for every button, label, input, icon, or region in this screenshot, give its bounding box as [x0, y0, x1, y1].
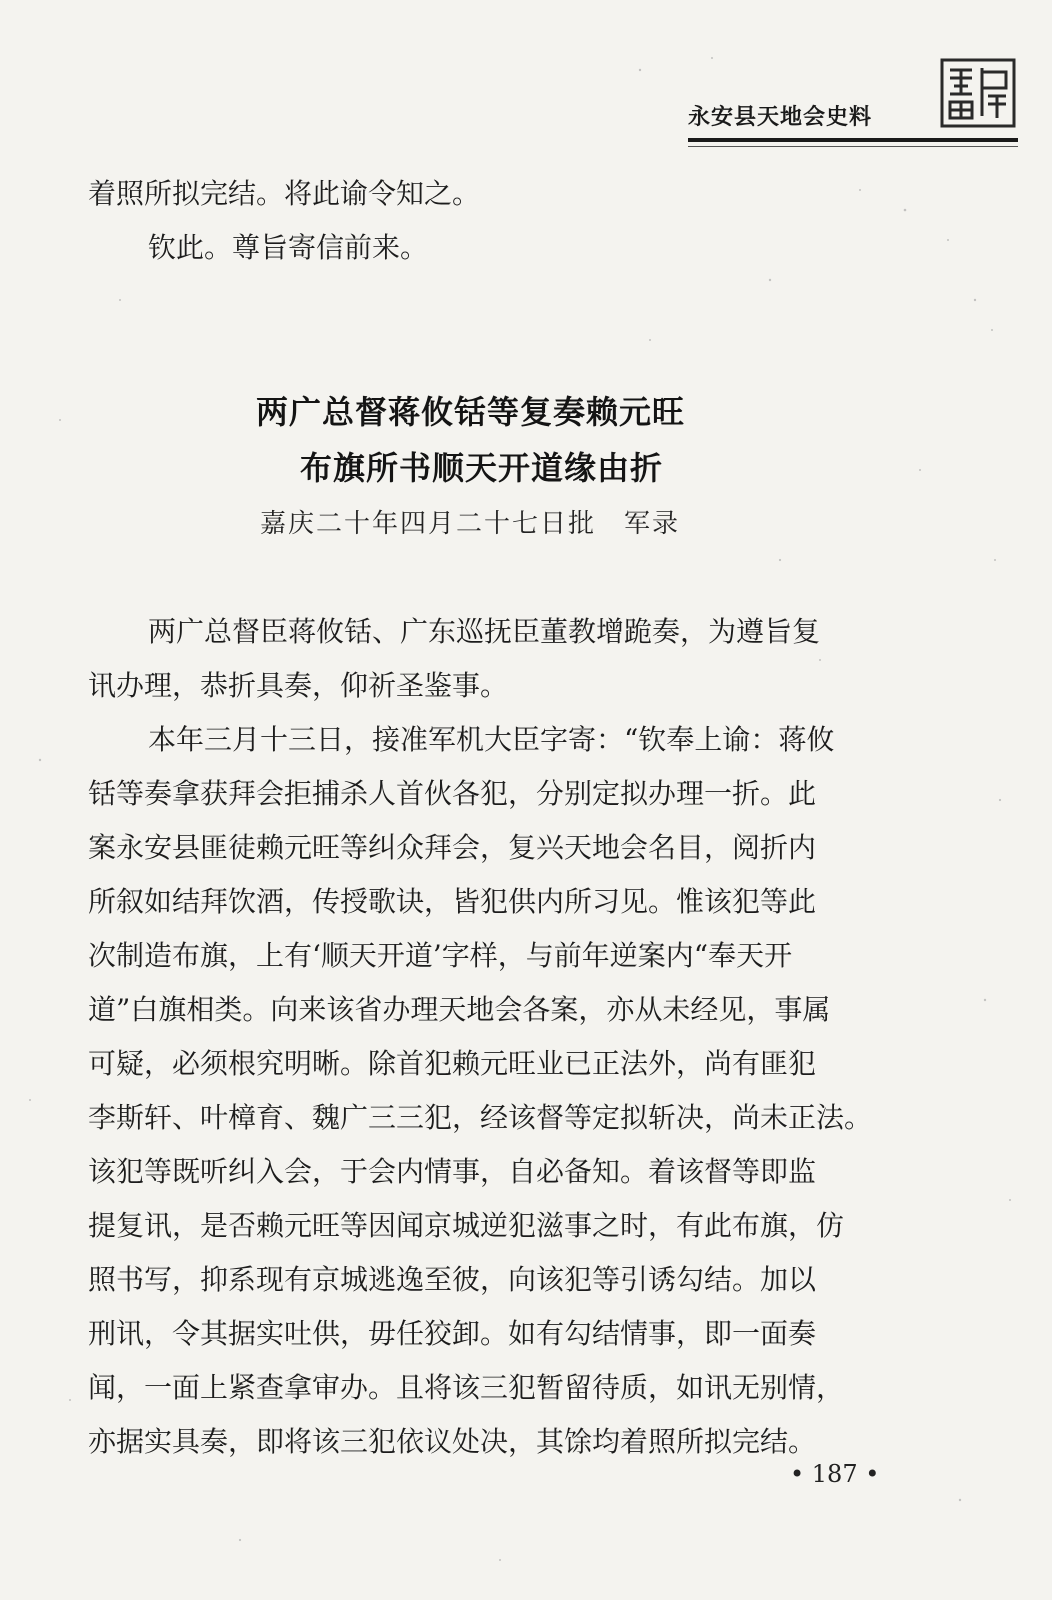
document-title: 两广总督蒋攸铦等复奏赖元旺 — [256, 393, 686, 431]
date-line: 嘉庆二十年四月二十七日批 军录 — [260, 509, 681, 539]
body-line: 铦等奏拿获拜会拒捕杀人首伙各犯，分别定拟办理一折。此 — [88, 777, 817, 810]
body-line: 亦据实具奏，即将该三犯依议处决，其馀均着照所拟完结。 — [88, 1425, 817, 1458]
body-line: 本年三月十三日，接准军机大臣字寄：“钦奉上谕：蒋攸 — [148, 723, 835, 756]
body-line: 可疑，必须根究明晰。除首犯赖元旺业已正法外，尚有匪犯 — [88, 1047, 817, 1080]
running-head: 永安县天地会史料 — [688, 105, 873, 130]
body-line: 讯办理，恭折具奏，仰祈圣鉴事。 — [88, 669, 509, 702]
body-line: 该犯等既听纠入会，于会内情事，自必备知。着该督等即监 — [88, 1155, 817, 1188]
opening-line: 着照所拟完结。将此谕令知之。 — [88, 177, 481, 210]
body-line: 提复讯，是否赖元旺等因闻京城逆犯滋事之时，有此布旗，仿 — [88, 1209, 845, 1242]
body-line: 两广总督臣蒋攸铦、广东巡抚臣董教增跪奏，为遵旨复 — [148, 615, 821, 648]
body-line: 案永安县匪徒赖元旺等纠众拜会，复兴天地会名目，阅折内 — [88, 831, 817, 864]
body-line: 次制造布旗，上有‘顺天开道’字样，与前年逆案内“奉天开 — [88, 939, 793, 972]
header-rule-thin — [688, 146, 1018, 147]
body-line: 照书写，抑系现有京城逃逸至彼，向该犯等引诱勾结。加以 — [88, 1263, 817, 1296]
body-line: 所叙如结拜饮酒，传授歌诀，皆犯供内所习见。惟该犯等此 — [88, 885, 817, 918]
opening-line: 钦此。尊旨寄信前来。 — [148, 231, 429, 264]
body-line: 刑讯，令其据实吐供，毋任狡卸。如有勾结情事，即一面奏 — [88, 1317, 817, 1350]
body-line: 闻，一面上紧查拿审办。且将该三犯暂留待质，如讯无别情， — [88, 1371, 845, 1404]
header-rule — [688, 138, 1018, 142]
body-line: 道”白旗相类。向来该省办理天地会各案，亦从未经见，事属 — [88, 993, 831, 1026]
seal-stamp — [940, 58, 1016, 128]
page-number: • 187 • — [790, 1460, 880, 1488]
document-title: 布旗所书顺天开道缘由折 — [300, 449, 664, 487]
body-line: 李斯轩、叶樟育、魏广三三犯，经该督等定拟斩决，尚未正法。 — [88, 1101, 873, 1134]
